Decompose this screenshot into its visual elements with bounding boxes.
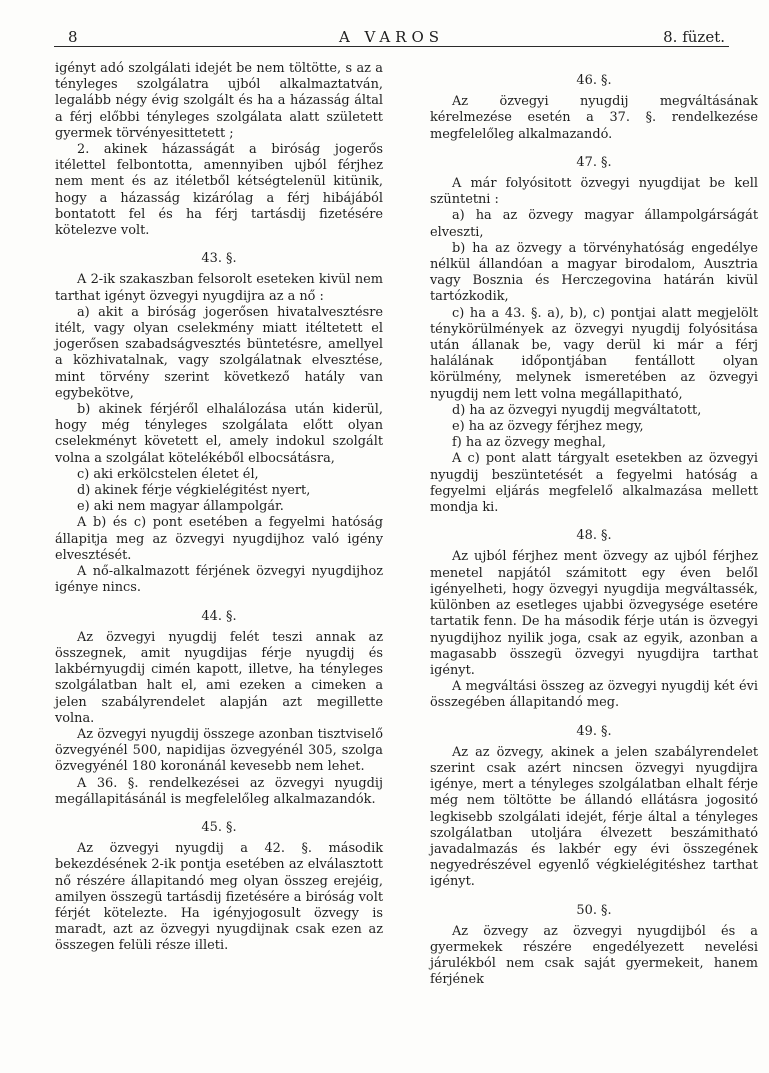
section-spacer [55,597,383,606]
paragraph: a) ha az özvegy magyar állampolgárságát elveszti, [430,208,758,240]
paragraph: A megváltási összeg az özvegyi nyugdij két évi összegében állapitandó meg. [430,679,758,711]
paragraph: Az özvegy az özvegyi nyugdijból és a gyermekek részére engedélyezett nevelési járulékból nem csak saját gyermekeit, hanem férjének [430,923,758,988]
paragraph: A c) pont alatt tárgyalt esetekben az özvegyi nyugdij beszüntetését a fegyelmi hatóság a fegyelmi eljárás megfelelő alkalmazása mellett mondja ki. [430,451,758,516]
paragraph: A 36. §. rendelkezései az özvegyi nyugdij megállapitásánál is megfelelőleg alkalmazandók. [55,775,383,807]
paragraph: d) ha az özvegyi nyugdij megváltatott, [452,402,702,418]
paragraph: 2. akinek házasságát a biróság jogerős itélettel felbontotta, amennyiben ujból férjhez nem ment és az itéletből kétségtelenül kitünik, hogy a házasság kizárólag a férj hibájából bontatott fel és ha férj tartásdij fizetésére kötelezve volt. [55,142,383,239]
section-heading: 47. §. [576,154,612,170]
section-heading: 48. §. [576,528,612,544]
section-heading: 50. §. [576,902,612,918]
left-column [55,61,383,955]
paragraph: Az özvegyi nyugdij összege azonban tisztviselő özvegyénél 500, napidijas özvegyénél 305, szolga özvegyénél 180 koronánál kevesebb nem lehet. [55,726,383,775]
paragraph: Az özvegyi nyugdij a 42. §. második bekezdésének 2-ik pontja esetében az elválasztott nő részére állapitandó meg olyan összeg erejéig, amilyen összegü tartásdij fizetésére a biróság volt férjét kötelezte. Ha igényjogosult özvegy is maradt, azt az özvegyi nyugdijnak csak ezen az összegen felüli része illeti. [55,841,383,954]
running-header [54,24,729,47]
paragraph: A nő-alkalmazott férjének özvegyi nyugdijhoz igénye nincs. [55,564,383,596]
paragraph: b) akinek férjéről elhalálozása után kiderül, hogy még tényleges szolgálata előtt olyan cselekményt követett el, amely indokul szolgált volna a szolgálat kötelékéből elbocsátásra, [55,402,383,466]
publication-title: A VAROS [338,28,445,46]
issue-number: 8. füzet. [663,28,725,46]
section-spacer [430,143,758,152]
section-heading: 45. §. [201,819,237,835]
section-heading: 43. §. [201,251,237,267]
paragraph: c) aki erkölcstelen életet él, [77,466,259,482]
right-column [430,61,758,989]
paragraph: e) ha az özvegy férjhez megy, [452,419,644,435]
section-spacer [430,61,758,70]
section-heading: 46. §. [576,73,612,88]
paragraph: e) aki nem magyar állampolgár. [77,499,284,515]
section-spacer [55,239,383,248]
paragraph: c) ha a 43. §. a), b), c) pontjai alatt megjelölt ténykörülmények az özvegyi nyugdij folyósitása után állanak be, vagy derül ki már a férj halálának időpontjában fentállott olyan körülmény, melynek ismeretében az özvegyi nyugdij nem lett volna megállapitható, [430,305,758,402]
page-number: 8 [68,28,78,46]
section-heading: 49. §. [576,723,612,739]
section-spacer [430,516,758,525]
paragraph: igényt adó szolgálati idejét be nem töltötte, s az a tényleges szolgálatra ujból alkalmaztatván, legalább négy évig szolgált és ha a házasság által a férj előbbi tényleges szolgálata alatt született gyermek törvényesittetett ; [55,61,383,141]
paragraph: Az az özvegy, akinek a jelen szabályrendelet szerint csak azért nincsen özvegyi nyugdijra igénye, mert a tényleges szolgálatban elhalt férje még nem töltötte be állandó ellátásra jogositó legkisebb szolgálati idejét, férje által a tényleges szolgálatban utoljára élvezett beszámitható javadalmazás és lakbér egy évi összegének negyedrészével egyenlő végkielégitéshez tarthat igényt. [430,744,758,890]
paragraph: d) akinek férje végkielégitést nyert, [77,483,311,499]
section-heading: 44. §. [201,608,237,624]
paragraph: Az özvegyi nyugdij megváltásának kérelmezése esetén a 37. §. rendelkezése megfelelőleg alkalmazandó. [430,94,758,142]
section-spacer [430,891,758,900]
section-spacer [55,808,383,817]
paragraph: A b) és c) pont esetében a fegyelmi hatóság állapitja meg az özvegyi nyugdijhoz való igény elvesztését. [55,515,383,563]
paragraph: b) ha az özvegy a törvényhatóság engedélye nélkül állandóan a magyar birodalom, Ausztria vagy Bosznia és Herczegovina határán kivül tartózkodik, [430,240,758,305]
paragraph: A 2-ik szakaszban felsorolt eseteken kivül nem tarthat igényt özvegyi nyugdijra az a nő : [55,272,383,304]
section-spacer [430,712,758,721]
paragraph: f) ha az özvegy meghal, [452,435,606,451]
paragraph: A már folyósitott özvegyi nyugdijat be kell szüntetni : [430,176,758,208]
paragraph: Az özvegyi nyugdij felét teszi annak az összegnek, amit nyugdijas férje nyugdij és lakbérnyugdij cimén kapott, illetve, ha tényleges szolgálatban halt el, ami ezeken a cimeken a jelen szabályrendelet alapján azt megillette volna. [55,629,383,726]
paragraph: a) akit a biróság jogerősen hivatalvesztésre itélt, vagy olyan cselekmény miatt itéltetett el jogerősen szabadságvesztés büntetésre, amellyel a közhivatalnak, vagy szolgálatnak elvesztése, mint törvény szerint következő hatály van egybekötve, [55,304,383,401]
paragraph: Az ujból férjhez ment özvegy az ujból férjhez menetel napjától számitott egy éven belől igényelheti, hogy özvegyi nyugdija megváltassék, különben az esetleges ujabbi özvegysége esetére tartatik fenn. De ha második férje után is özvegyi nyugdijhoz nyilik joga, csak az egyik, azonban a magasabb összegü özvegyi nyugdijra tarthat igényt. [430,549,758,678]
